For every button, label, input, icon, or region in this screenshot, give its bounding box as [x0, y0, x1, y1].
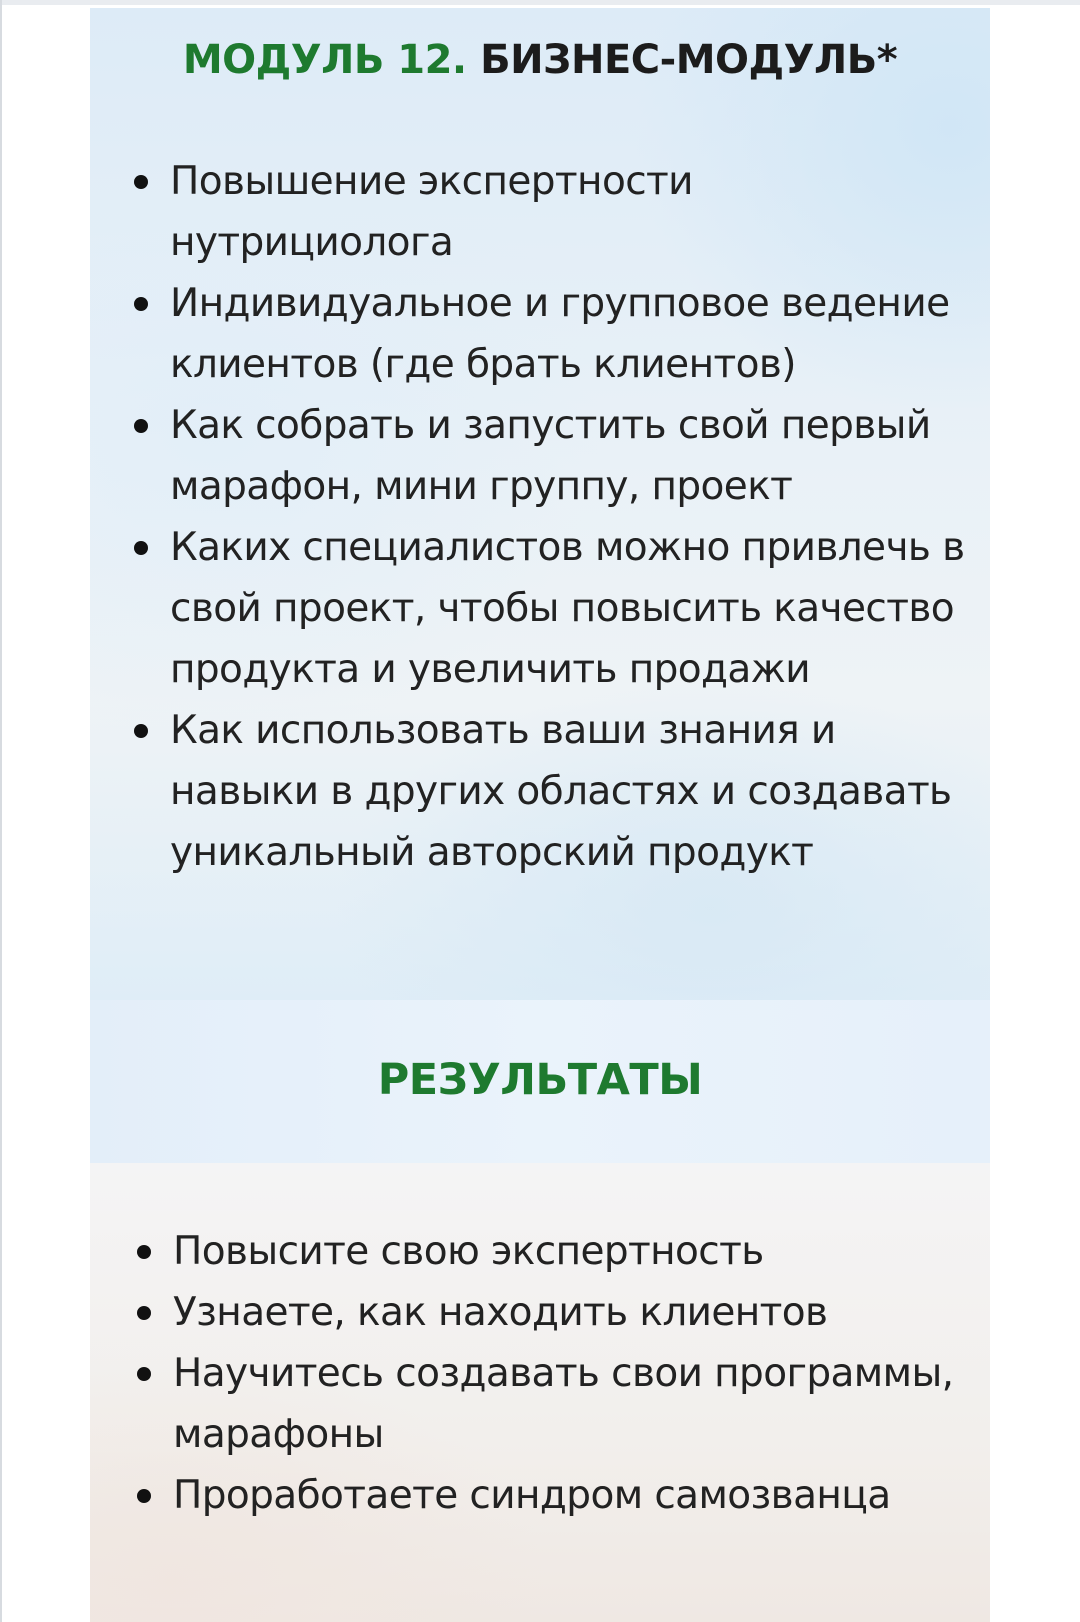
module-number: МОДУЛЬ 12. — [182, 37, 467, 83]
list-item — [173, 1343, 973, 1465]
module-12-section — [90, 8, 990, 1000]
list-item — [170, 517, 980, 700]
bullet-icon — [134, 419, 148, 433]
top-divider — [0, 0, 1080, 5]
list-item-text: Узнаете, как находить клиентов — [173, 1290, 828, 1335]
list-item-text: Как использовать ваши знания и навыки в других областях и создавать уникальный авторский продукт — [170, 708, 952, 875]
list-item — [173, 1221, 973, 1282]
list-item — [170, 151, 980, 273]
module-topics-list — [170, 151, 980, 883]
left-divider — [0, 0, 2, 1622]
list-item — [173, 1282, 973, 1343]
list-item — [170, 273, 980, 395]
results-title: РЕЗУЛЬТАТЫ — [377, 1055, 703, 1105]
module-name: БИЗНЕС-МОДУЛЬ* — [480, 37, 898, 83]
list-item — [173, 1465, 973, 1526]
bullet-icon — [134, 724, 148, 738]
module-title — [90, 30, 990, 90]
results-section — [90, 1163, 990, 1622]
bullet-icon — [137, 1489, 151, 1503]
bullet-icon — [137, 1245, 151, 1259]
bullet-icon — [134, 175, 148, 189]
results-list — [173, 1221, 973, 1526]
bullet-icon — [137, 1367, 151, 1381]
results-header — [90, 1000, 990, 1163]
bullet-icon — [134, 541, 148, 555]
list-item-text: Повысите свою экспертность — [173, 1229, 764, 1274]
list-item — [170, 700, 980, 883]
list-item-text: Каких специалистов можно привлечь в свой проект, чтобы повысить качество продукта и увеличить продажи — [170, 525, 965, 692]
list-item-text: Проработаете синдром самозванца — [173, 1473, 891, 1518]
list-item-text: Как собрать и запустить свой первый марафон, мини группу, проект — [170, 403, 931, 509]
list-item-text: Повышение экспертности нутрициолога — [170, 159, 693, 265]
list-item-text: Научитесь создавать свои программы, марафоны — [173, 1351, 954, 1457]
list-item-text: Индивидуальное и групповое ведение клиентов (где брать клиентов) — [170, 281, 950, 387]
bullet-icon — [134, 297, 148, 311]
list-item — [170, 395, 980, 517]
bullet-icon — [137, 1306, 151, 1320]
